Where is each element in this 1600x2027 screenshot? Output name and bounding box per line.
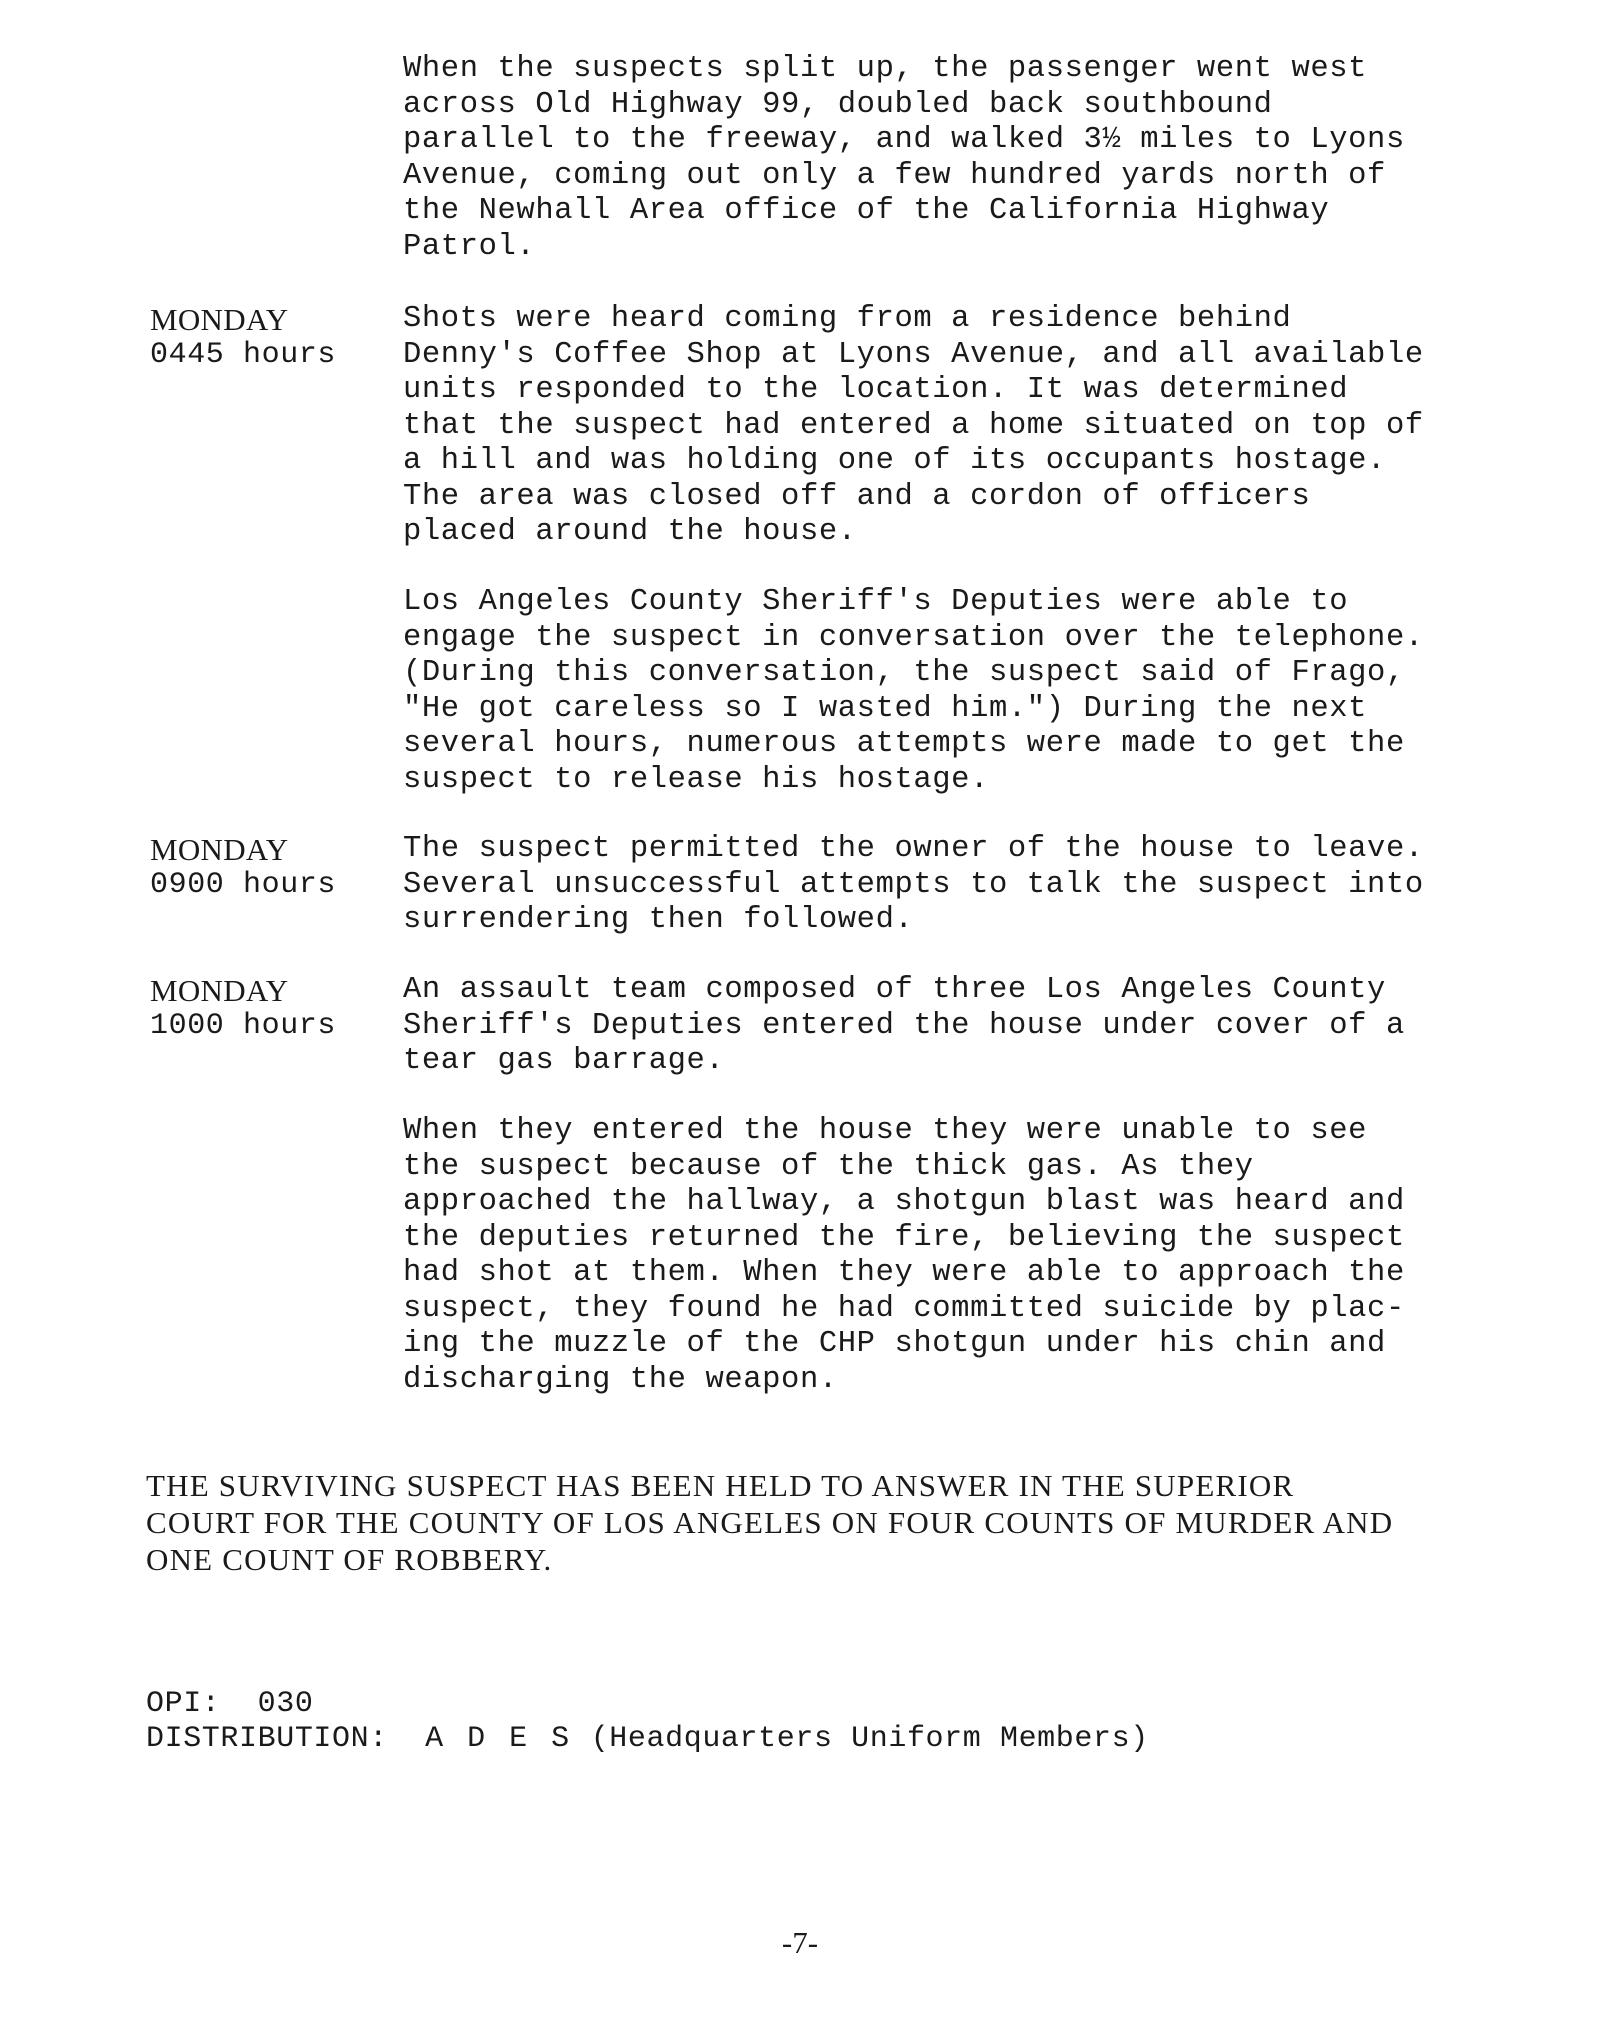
surviving-suspect-summary: THE SURVIVING SUSPECT HAS BEEN HELD TO ANSWER IN THE SUPERIOR COURT FOR THE COUNTY OF LOS ANGELES ON FOUR COUNTS OF MURDER AND ONE COUNT OF ROBBERY.	[146, 1468, 1394, 1577]
paragraph-entered-house: When they entered the house they were unable to see the suspect because of the thick gas. As they approached the hallway, a shotgun blast was heard and the deputies returned the fire, believing the suspect had shot at them. When they were able to approach the suspect, they found he had committed suicide by plac- ing the muzzle of the CHP shotgun under his chin and discharging the weapon.	[403, 1114, 1405, 1397]
opi-value: 030	[257, 1687, 314, 1721]
paragraph-shots-heard: Shots were heard coming from a residence behind Denny's Coffee Shop at Lyons Avenue, and all available units responded to the location. It was determined that the suspect had entered a home situated on top of a hill and was holding one of its occupants hostage. The area was closed off and a cordon of officers placed around the house.	[403, 302, 1424, 549]
distribution-value: A D E S	[425, 1722, 573, 1756]
paragraph-sheriff-conversation: Los Angeles County Sheriff's Deputies were able to engage the suspect in conversation over the telephone. (During this conversation, the suspect said of Frago, "He got careless so I wasted him.") During the next several hours, numerous attempts were made to get the suspect to release his hostage.	[403, 585, 1424, 797]
timestamp-hours: 0445 hours	[150, 337, 337, 372]
page-number: -7-	[781, 1925, 819, 1960]
distribution-line	[146, 1722, 1149, 1757]
timestamp-0445	[150, 302, 395, 373]
opi-label: OPI:	[146, 1687, 221, 1721]
paragraph-suspects-split-up: When the suspects split up, the passenger went west across Old Highway 99, doubled back southbound parallel to the freeway, and walked 3½ miles to Lyons Avenue, coming out only a few hundred yards north of the Newhall Area office of the California Highway Patrol.	[403, 52, 1405, 264]
timestamp-0900	[150, 832, 395, 903]
timestamp-hours: 0900 hours	[150, 867, 337, 902]
paragraph-owner-permitted-leave: The suspect permitted the owner of the house to leave. Several unsuccessful attempts to talk the suspect into surrendering then followed.	[403, 832, 1424, 937]
timestamp-day: MONDAY	[150, 973, 289, 1008]
timestamp-1000	[150, 973, 395, 1044]
opi-line	[146, 1687, 313, 1722]
distribution-label: DISTRIBUTION:	[146, 1722, 388, 1756]
timestamp-day: MONDAY	[150, 302, 289, 337]
timestamp-hours: 1000 hours	[150, 1008, 337, 1043]
timestamp-day: MONDAY	[150, 832, 289, 867]
paragraph-assault-team: An assault team composed of three Los Angeles County Sheriff's Deputies entered the house under cover of a tear gas barrage.	[403, 973, 1405, 1078]
distribution-note: (Headquarters Uniform Members)	[590, 1722, 1149, 1756]
